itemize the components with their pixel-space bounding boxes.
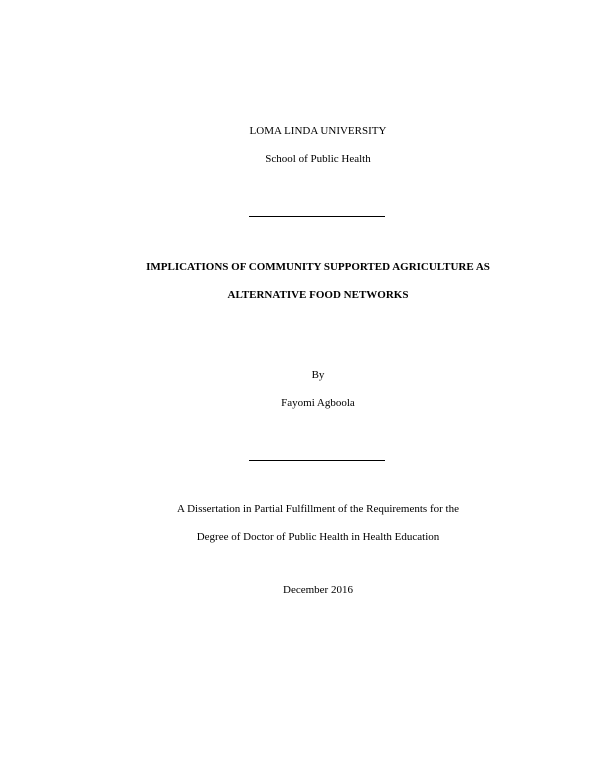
title-line-1: IMPLICATIONS OF COMMUNITY SUPPORTED AGRICULTURE AS [146, 261, 490, 273]
title-line-2: ALTERNATIVE FOOD NETWORKS [227, 289, 409, 301]
school-name: School of Public Health [265, 153, 371, 165]
top-divider [249, 216, 385, 217]
submission-date: December 2016 [283, 584, 353, 596]
by-label: By [311, 369, 325, 381]
author-name: Fayomi Agboola [281, 397, 355, 409]
middle-divider [249, 460, 385, 461]
university-name: LOMA LINDA UNIVERSITY [249, 125, 387, 137]
degree-statement-line-2: Degree of Doctor of Public Health in Health Education [196, 531, 440, 543]
degree-statement-line-1: A Dissertation in Partial Fulfillment of the Requirements for the [177, 503, 459, 515]
